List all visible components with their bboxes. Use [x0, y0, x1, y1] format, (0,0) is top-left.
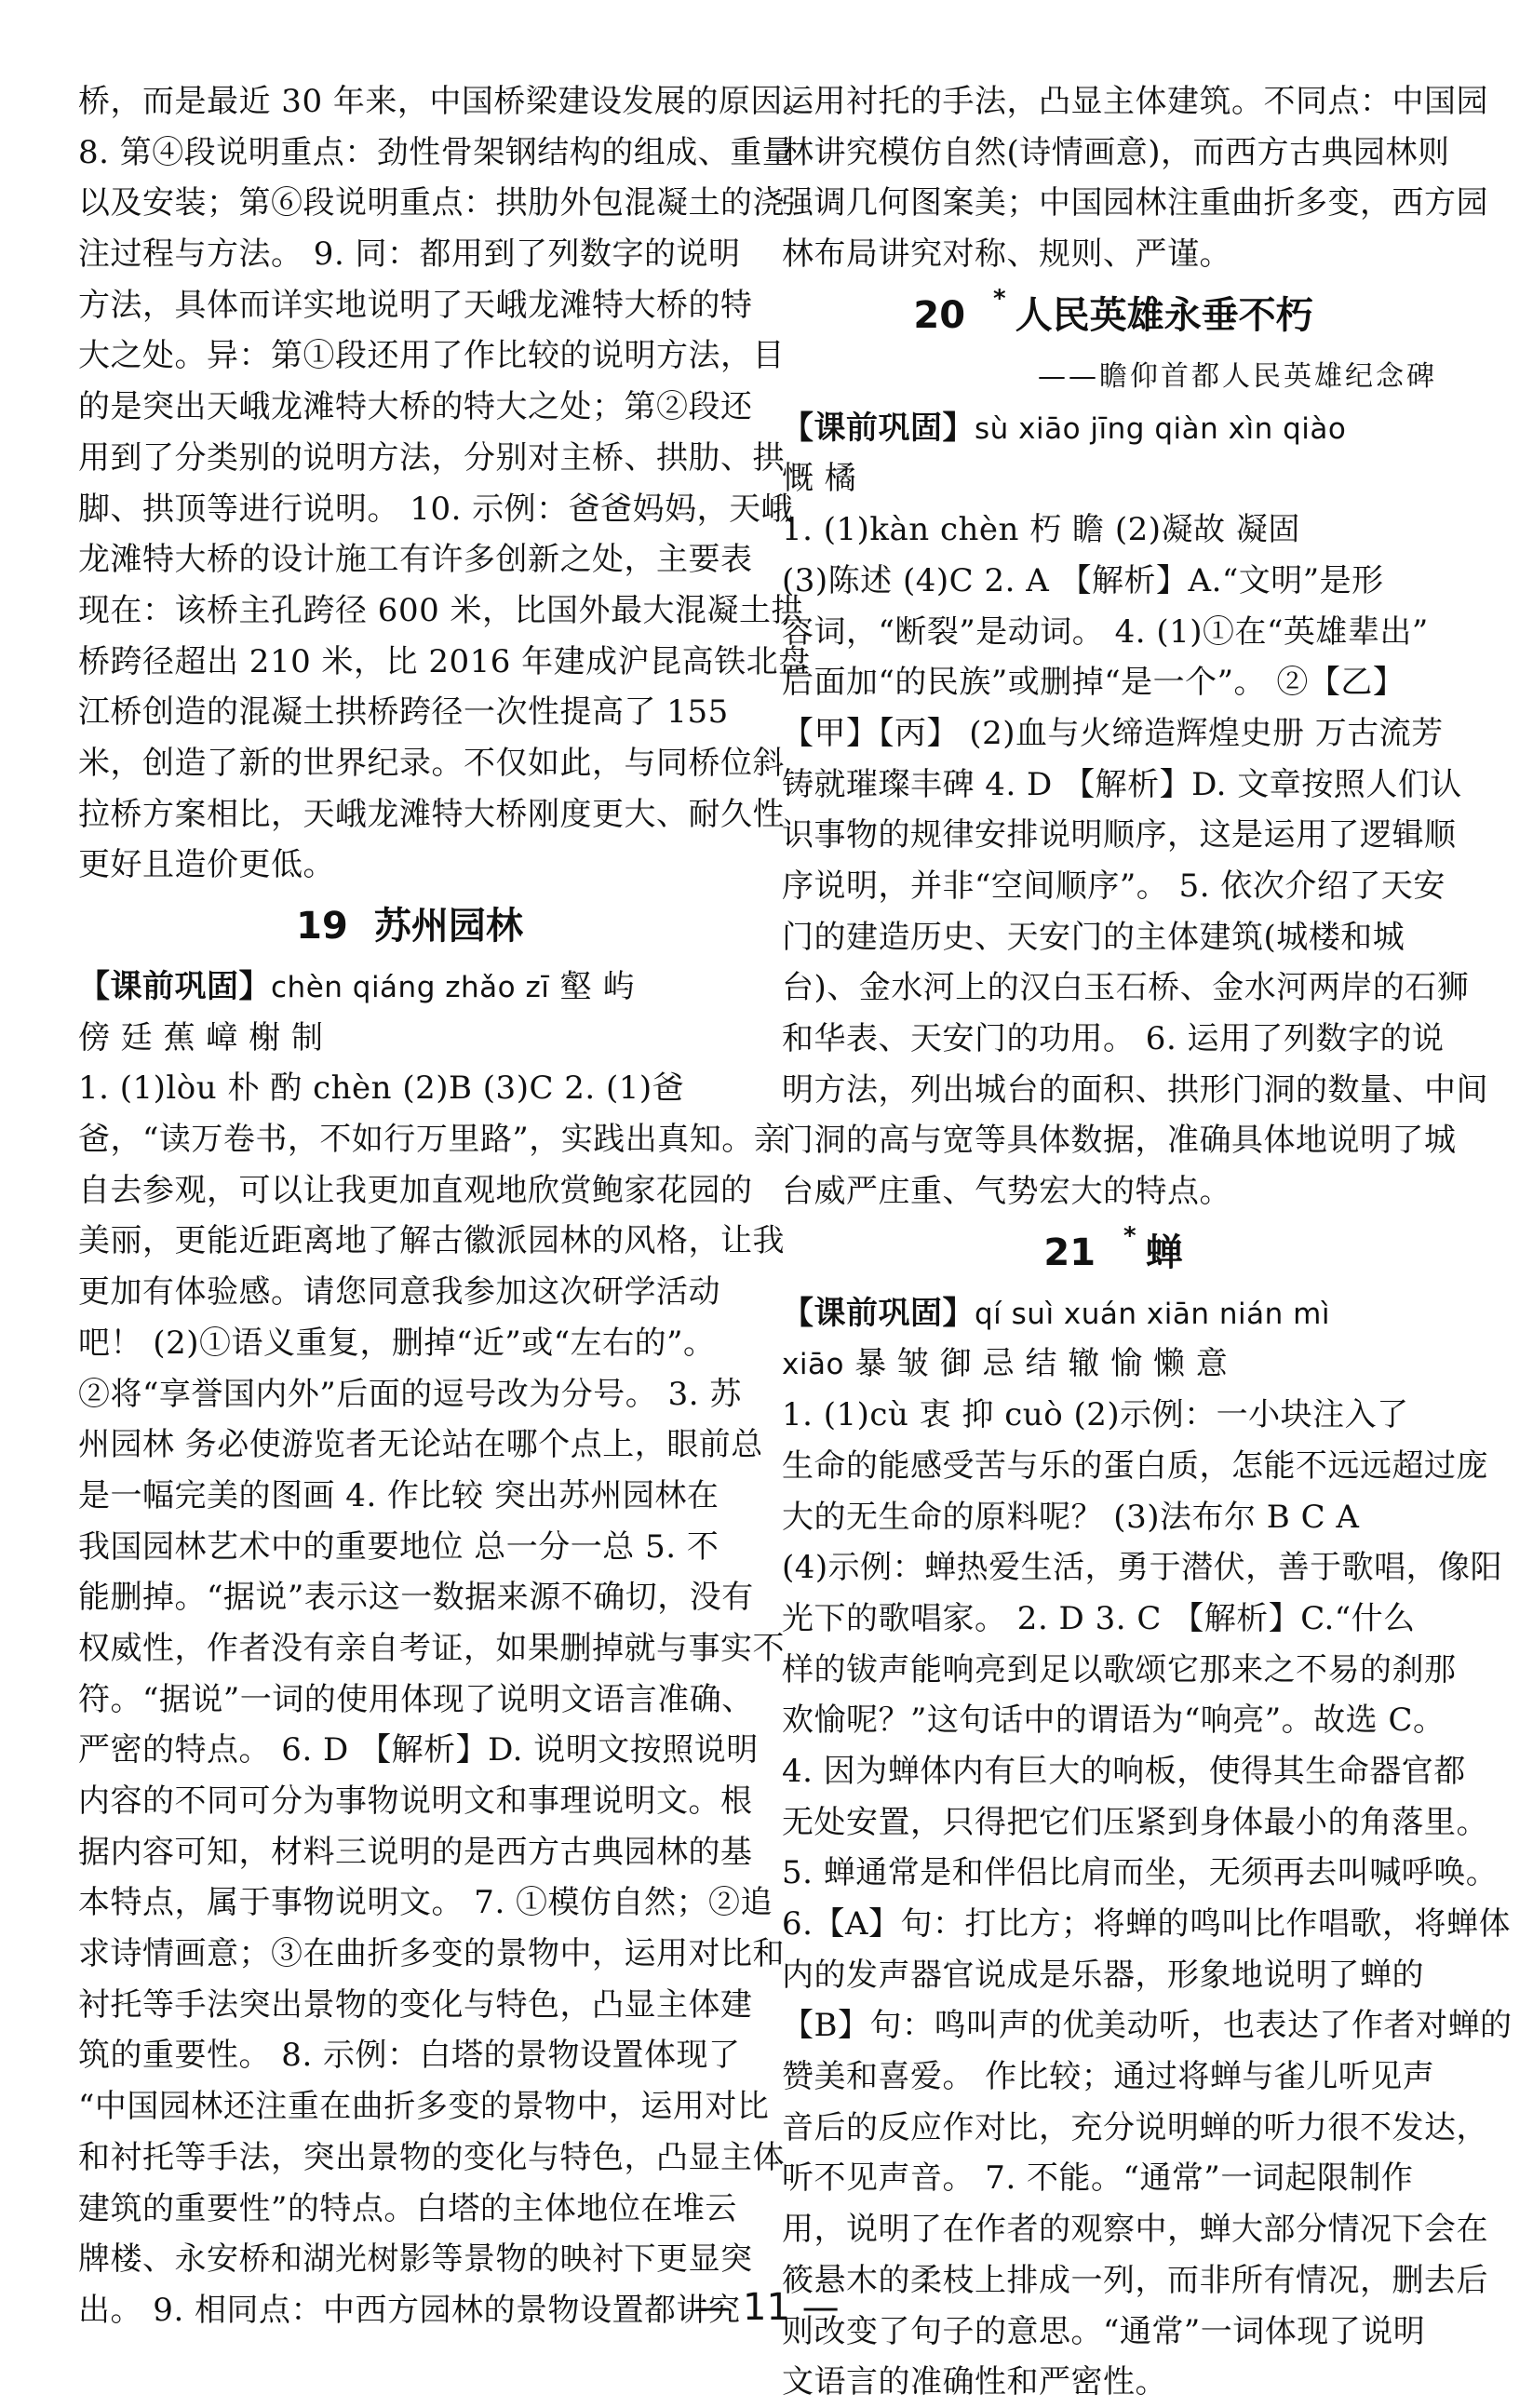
answer-text: 4. 因为蝉体内有巨大的响板，使得其生命器官都: [782, 1752, 1466, 1790]
answer-text: 音后的反应作对比，充分说明蝉的听力很不发达，: [782, 2108, 1488, 2146]
text-line: [78, 1623, 785, 1675]
answer-text: 1. (1)cù 衷 抑 cuò (2)示例：一小块注入了: [782, 1396, 1409, 1434]
answer-text: 是一幅完美的图画 4. 作比较 突出苏州园林在: [78, 1476, 719, 1514]
self-study-star: *: [1123, 1221, 1136, 1250]
text-line: [782, 607, 1445, 658]
text-line: [78, 1369, 741, 1420]
answer-text: 衬托等手法突出景物的变化与特色，凸显主体建: [78, 1985, 753, 2024]
text-line: [78, 2234, 753, 2285]
text-line: [782, 1645, 1457, 1696]
answer-text: 样的钹声能响亮到足以歌颂它那来之不易的刹那: [782, 1650, 1457, 1688]
text-line: [782, 1899, 1511, 1950]
text-line: [78, 1980, 753, 2031]
answer-text: 用到了分类别的说明方法，分别对主桥、拱肋、拱: [78, 438, 785, 477]
answer-text: 1. (1)lòu 朴 酌 chèn (2)B (3)C 2. (1)爸: [78, 1069, 685, 1108]
answer-text: (4)示例：蝉热爱生活，勇于潜伏，善于歌唱，像阳: [782, 1549, 1503, 1587]
text-line: [782, 556, 1445, 607]
text-line: [782, 128, 1450, 179]
answer-text: “中国园林还注重在曲折多变的景物中，运用对比: [78, 2088, 770, 2126]
answer-text: 符。“据说”一词的使用体现了说明文语言准确、: [78, 1680, 754, 1718]
text-line: [78, 2030, 741, 2081]
answer-text: 州园林 务必使游览者无论站在哪个点上，眼前总: [78, 1426, 763, 1464]
answer-text: 爸，“读万卷书，不如行万里路”，实践出真知。亲: [78, 1121, 787, 1159]
text-line: [782, 912, 1445, 963]
text-line: [782, 2204, 1488, 2255]
text-line: [782, 1339, 1445, 1390]
answer-text: 内容的不同可分为事物说明文和事理说明文。根: [78, 1782, 753, 1820]
answer-text: 更加有体验感。请您同意我参加这次研学活动: [78, 1273, 720, 1312]
text-line: [78, 789, 785, 841]
answer-text: 筱悬木的柔枝上排成一列，而非所有情况，删去后: [782, 2261, 1488, 2299]
answer-text: 林布局讲究对称、规则、严谨。: [782, 235, 1231, 274]
text-line: [78, 2132, 785, 2184]
answer-text: 自去参观，可以让我更加直观地欣赏鲍家花园的: [78, 1171, 753, 1209]
answer-text: 注过程与方法。 9. 同：都用到了列数字的说明: [78, 235, 741, 274]
text-line: [782, 1950, 1445, 2001]
answer-text: 赞美和喜爱。 作比较；通过将蝉与雀儿听见声: [782, 2058, 1435, 2096]
text-line: [78, 76, 815, 128]
text-line: [78, 1419, 763, 1471]
text-line: [78, 1572, 754, 1623]
text-line: [782, 1695, 1445, 1746]
text-line: [78, 585, 804, 637]
answer-text: 傍 廷 蕉 嶂 榭 制: [78, 1018, 324, 1056]
lesson-title: 蝉: [1145, 1231, 1183, 1274]
text-line: [782, 1797, 1488, 1849]
answer-text: 和华表、天安门的功用。 6. 运用了列数字的说: [782, 1020, 1445, 1057]
answer-text: 吧！ (2)①语义重复，删掉“近”或“左右的”。: [78, 1324, 716, 1362]
answer-text: 【甲】【丙】 (2)血与火缔造辉煌史册 万古流芳: [782, 714, 1444, 752]
answer-text: 米，创造了新的世界纪录。不仅如此，与同桥位斜: [78, 744, 785, 782]
answer-text: 欢愉呢？”这句话中的谓语为“响亮”。故选 C。: [782, 1702, 1446, 1740]
text-line: [78, 1013, 741, 1064]
text-line: [782, 76, 1488, 128]
lesson-heading: [782, 280, 1445, 351]
text-line: [78, 1776, 753, 1827]
text-line: [78, 1471, 741, 1522]
pinyin-answers: sù xiāo jīng qiàn xìn qiào: [975, 411, 1347, 446]
text-line: [78, 2184, 741, 2235]
text-line: [782, 2357, 1445, 2408]
text-line: [782, 229, 1445, 280]
lesson-number: 20: [913, 293, 966, 337]
answer-text: 8. 第④段说明重点：劲性骨架钢结构的组成、重量: [78, 133, 795, 171]
text-line: [782, 1065, 1488, 1116]
text-line: [78, 738, 785, 789]
text-line: [78, 330, 785, 382]
answer-text: 运用衬托的手法，凸显主体建筑。不同点：中国园: [782, 83, 1488, 120]
text-line: [78, 433, 785, 484]
right-column: [782, 76, 1513, 2408]
section-tag: 【课前巩固】: [78, 968, 271, 1005]
text-line: [78, 1318, 741, 1369]
text-line: [782, 1166, 1445, 1217]
answer-text: 听不见声音。 7. 不能。“通常”一词起限制作: [782, 2159, 1414, 2198]
text-line: [782, 962, 1470, 1014]
text-line: [782, 1542, 1503, 1594]
text-line: [782, 403, 1445, 454]
section-tag: 【课前巩固】: [782, 409, 975, 447]
answer-text: 则改变了句子的意思。“通常”一词体现了说明: [782, 2312, 1426, 2350]
pinyin-answers: chèn qiáng zhǎo zī: [271, 971, 550, 1004]
answer-text: 江桥创造的混凝土拱桥跨径一次性提高了 155: [78, 693, 729, 732]
text-line: [78, 637, 811, 688]
text-line: [782, 178, 1488, 229]
answer-text: 拉桥方案相比，天峨龙滩特大桥刚度更大、耐久性: [78, 795, 785, 833]
text-line: [78, 229, 741, 280]
text-line: [78, 128, 795, 179]
answer-text: 林讲究模仿自然(诗情画意)，而西方古典园林则: [782, 133, 1450, 171]
self-study-star: *: [993, 284, 1006, 313]
lesson-subtitle: ——瞻仰首都人民英雄纪念碑: [1038, 359, 1437, 393]
text-line: [782, 2000, 1513, 2052]
text-line: [782, 1390, 1445, 1441]
answer-text: 壑 屿: [549, 968, 635, 1005]
text-line: [782, 760, 1462, 811]
answer-text: 筑的重要性。 8. 示例：白塔的景物设置体现了: [78, 2037, 741, 2075]
answer-text: 求诗情画意；③在曲折多变的景物中，运用对比和: [78, 1935, 785, 1973]
answer-text: 桥，而是最近 30 年来，中国桥梁建设发展的原因。: [78, 83, 815, 120]
answer-text: 建筑的重要性”的特点。白塔的主体地位在堆云: [78, 2189, 737, 2227]
text-line: [782, 504, 1445, 556]
answer-text: 大之处。异：第①段还用了作比较的说明方法，目: [78, 337, 785, 375]
answer-text: 方法，具体而详实地说明了天峨龙滩特大桥的特: [78, 286, 753, 324]
answer-text: 以及安装；第⑥段说明重点：拱肋外包混凝土的浇: [78, 184, 785, 222]
text-line: [782, 810, 1457, 861]
answer-text: 更好且造价更低。: [78, 846, 335, 884]
text-line: [782, 1594, 1445, 1645]
pinyin-answers: xiāo: [782, 1348, 844, 1382]
answer-text: 用，说明了在作者的观察中，蝉大部分情况下会在: [782, 2211, 1488, 2249]
answer-text: 我国园林艺术中的重要地位 总一分一总 5. 不: [78, 1527, 719, 1566]
answer-text: ②将“享誉国内外”后面的逗号改为分号。 3. 苏: [78, 1375, 742, 1413]
text-line: [78, 280, 753, 331]
lesson-heading: [782, 1217, 1445, 1288]
text-line: [78, 1267, 741, 1318]
answer-text: 内的发声器官说成是乐器，形象地说明了蝉的: [782, 1956, 1424, 1994]
text-line: [782, 453, 1445, 504]
text-line: [78, 1929, 785, 1980]
answer-text: 慨 橘: [782, 460, 857, 498]
answer-text: 严密的特点。 6. D 【解析】D. 说明文按照说明: [78, 1731, 759, 1769]
text-line: [78, 382, 753, 433]
answer-text: 门洞的高与宽等具体数据，准确具体地说明了城: [782, 1122, 1457, 1160]
text-line: [78, 962, 741, 1013]
pinyin-answers: qí suì xuán xiān nián mì: [975, 1297, 1330, 1331]
answer-text: 现在：该桥主孔跨径 600 米，比国外最大混凝土拱: [78, 591, 804, 629]
text-line: [782, 1848, 1499, 1899]
answer-text: 铸就璀璨丰碑 4. D 【解析】D. 文章按照人们认: [782, 765, 1462, 803]
text-line: [78, 1216, 785, 1267]
answer-text: 强调几何图案美；中国园林注重曲折多变，西方园: [782, 184, 1488, 222]
text-line: [78, 1165, 753, 1217]
lesson-heading: [78, 891, 741, 962]
answer-text: 6.【A】句：打比方；将蝉的鸣叫比作唱歌，将蝉体: [782, 1905, 1511, 1943]
text-line: [78, 1114, 787, 1165]
answer-text: 美丽，更能近距离地了解古徽派园林的风格，让我: [78, 1222, 785, 1260]
answer-text: 权威性，作者没有亲自考证，如果删掉就与事实不: [78, 1629, 785, 1667]
answer-text: 【B】句：鸣叫声的优美动听，也表达了作者对蝉的: [782, 2007, 1513, 2045]
answer-text: 生命的能感受苦与乐的蛋白质，怎能不远远超过庞: [782, 1446, 1488, 1485]
lesson-title: 苏州园林: [373, 905, 523, 948]
text-line: [782, 1288, 1445, 1339]
section-tag: 【课前巩固】: [782, 1294, 975, 1332]
answer-text: 1. (1)kàn chèn 朽 瞻 (2)凝故 凝固: [782, 511, 1300, 549]
answer-text: 序说明，并非“空间顺序”。 5. 依次介绍了天安: [782, 867, 1446, 905]
text-line: [782, 708, 1445, 760]
answer-text: 后面加“的民族”或删掉“是一个”。 ②【乙】: [782, 664, 1405, 702]
text-line: [78, 1522, 741, 1573]
answer-text: 和衬托等手法，突出景物的变化与特色，凸显主体: [78, 2138, 785, 2176]
text-line: [78, 1725, 759, 1776]
text-line: [78, 840, 741, 891]
answer-text: 门的建造历史、天安门的主体建筑(城楼和城: [782, 918, 1405, 956]
answer-text: 的是突出天峨龙滩特大桥的特大之处；第②段还: [78, 388, 753, 426]
answer-text: 能删掉。“据说”表示这一数据来源不确切，没有: [78, 1579, 754, 1617]
answer-text: 据内容可知，材料三说明的是西方古典园林的基: [78, 1833, 753, 1871]
text-line: [782, 2052, 1445, 2103]
text-line: [78, 687, 741, 738]
text-line: [782, 2153, 1445, 2204]
text-line: [78, 1827, 753, 1878]
answer-text: 本特点，属于事物说明文。 7. ①模仿自然；②追: [78, 1884, 773, 1922]
answer-text: 明方法，列出城台的面积、拱形门洞的数量、中间: [782, 1070, 1488, 1109]
answer-text: 光下的歌唱家。 2. D 3. C 【解析】C.“什么: [782, 1599, 1416, 1637]
text-line: [782, 1492, 1445, 1543]
text-line: [782, 1115, 1457, 1166]
text-line: [78, 1877, 773, 1929]
answer-text: 龙滩特大桥的设计施工有许多创新之处，主要表: [78, 541, 753, 579]
text-line: [782, 2103, 1488, 2154]
text-line: [782, 657, 1445, 708]
page-number: — 11 —: [693, 2286, 840, 2329]
answer-text: 脚、拱顶等进行说明。 10. 示例：爸爸妈妈，天峨: [78, 490, 794, 528]
text-line: [78, 484, 794, 535]
answer-text: 暴 皱 御 忌 结 辙 愉 懒 意: [843, 1345, 1229, 1383]
answer-text: 台威严庄重、气势宏大的特点。: [782, 1173, 1231, 1211]
text-line: [78, 1063, 741, 1114]
text-line: [782, 1746, 1466, 1797]
answer-text: 台)、金水河上的汉白玉石桥、金水河两岸的石狮: [782, 969, 1470, 1007]
lesson-number: 21: [1043, 1231, 1096, 1274]
lesson-number: 19: [296, 905, 348, 948]
text-line: [782, 1441, 1488, 1492]
answer-text: 牌楼、永安桥和湖光树影等景物的映衬下更显突: [78, 2240, 753, 2279]
answer-text: 无处安置，只得把它们压紧到身体最小的角落里。: [782, 1803, 1488, 1841]
text-line: [78, 534, 753, 585]
answer-text: 文语言的准确性和严密性。: [782, 2363, 1167, 2401]
text-line: [78, 178, 785, 229]
text-line: [782, 861, 1445, 912]
answer-text: 桥跨径超出 210 米，比 2016 年建成沪昆高铁北盘: [78, 642, 811, 680]
answer-text: 5. 蝉通常是和伴侣比肩而坐，无须再去叫喊呼唤。: [782, 1854, 1499, 1892]
answer-text: 出。 9. 相同点：中西方园林的景物设置都讲究: [78, 2291, 741, 2329]
text-line: [78, 1675, 754, 1726]
answer-text: 大的无生命的原料呢？ (3)法布尔 B C A: [782, 1498, 1360, 1536]
answer-text: 识事物的规律安排说明顺序，这是运用了逻辑顺: [782, 816, 1457, 854]
text-line: [782, 1014, 1445, 1065]
answer-text: (3)陈述 (4)C 2. A 【解析】A.“文明”是形: [782, 561, 1384, 599]
text-line: [78, 2081, 770, 2132]
answer-text: 容词，“断裂”是动词。 4. (1)①在“英雄辈出”: [782, 612, 1429, 651]
lesson-title: 人民英雄永垂不朽: [1015, 293, 1313, 337]
